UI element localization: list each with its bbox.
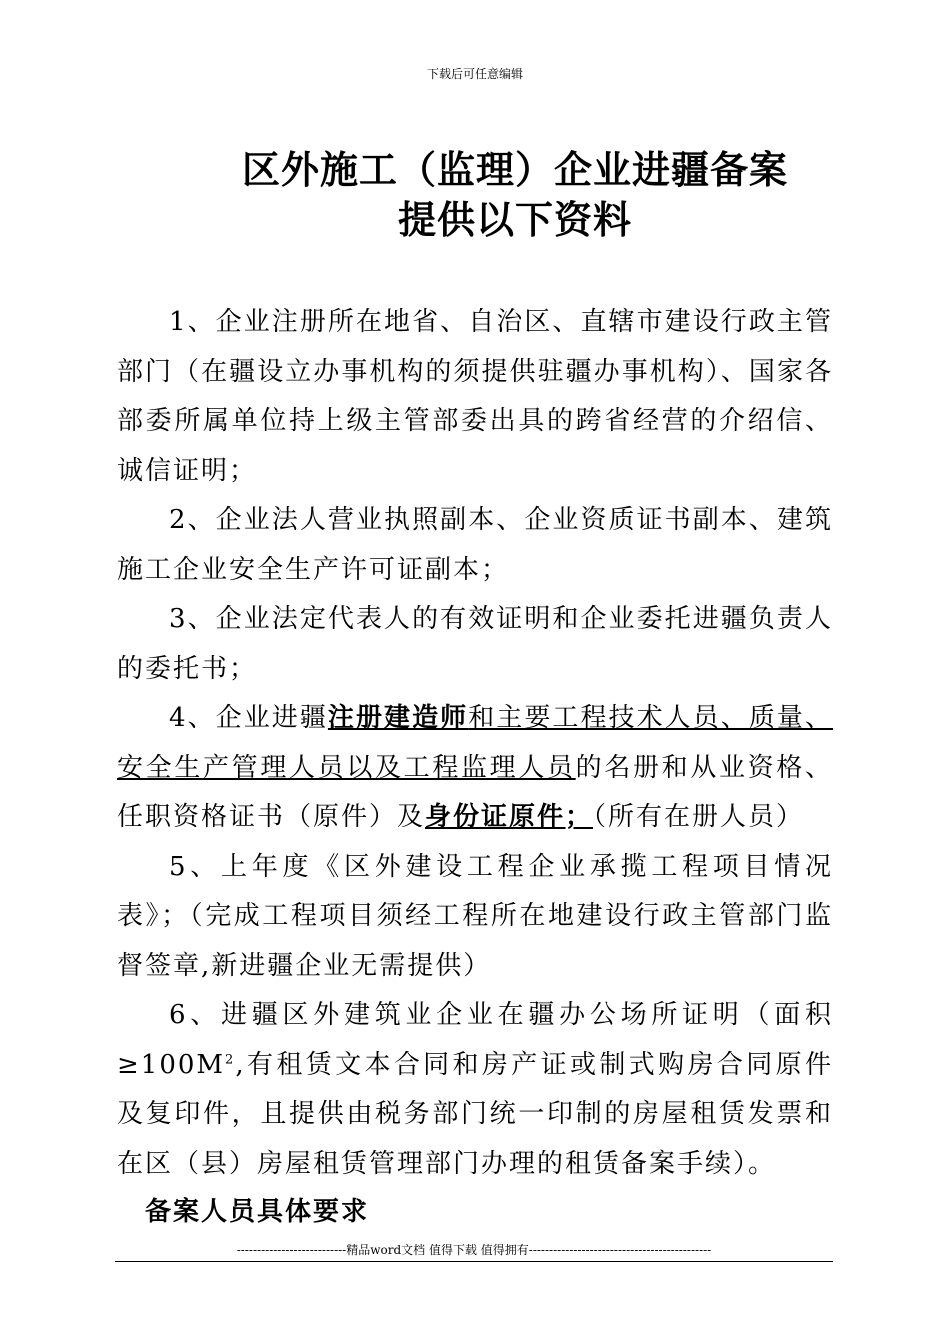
requirement-item-2: 2、企业法人营业执照副本、企业资质证书副本、建筑施工企业安全生产许可证副本； <box>117 505 833 585</box>
item-4-tail: （所有在册人员） <box>593 802 805 832</box>
item-6-lead: 6、进疆区外建筑业企业在疆办公场所证明（面积≥100M <box>117 1000 833 1080</box>
item-6-rest: ,有租赁文本合同和房产证或制式购房合同原件及复印件，且提供由税务部门统一印制的房屋租赁发票和在区（县）房屋租赁管理部门办理的租赁备案手续）。 <box>117 1049 833 1179</box>
item-6-superscript: 2 <box>225 1051 236 1067</box>
document-title-line-1: 区外施工（监理）企业进疆备案 <box>241 148 788 192</box>
item-4-id-highlight: 身份证原件； <box>425 802 594 832</box>
item-4-constructor-highlight: 注册建造师 <box>327 703 469 733</box>
footer-text: ---------------------------精品word文档 值得下载 值得拥有--------------------------------------------- <box>236 1243 712 1257</box>
requirement-item-5: 5、上年度《区外建设工程企业承揽工程项目情况表》；（完成工程项目须经工程所在地建设行政主管部门监督签章,新进疆企业无需提供） <box>117 851 833 981</box>
page-header-note: 下载后可任意编辑 <box>426 67 523 81</box>
requirement-item-1: 1、企业注册所在地省、自治区、直辖市建设行政主管部门（在疆设立办事机构的须提供驻疆办事机构）、国家各部委所属单位持上级主管部委出具的跨省经营的介绍信、诚信证明； <box>117 307 833 486</box>
requirement-item-3: 3、企业法定代表人的有效证明和企业委托进疆负责人的委托书； <box>117 604 833 684</box>
requirement-item-4 <box>117 694 833 843</box>
footer-divider <box>115 1261 833 1262</box>
document-title-line-2: 提供以下资料 <box>397 198 632 242</box>
item-4-staff-underlined: 和主要工程技术人员、质量、安全生产管理人员以及工程监理人员 <box>117 703 833 783</box>
item-4-lead: 4、企业进疆 <box>169 703 328 733</box>
requirements-list <box>117 298 833 1189</box>
item-4-middle: 的名册和从业资格、任职资格证书（原件）及 <box>117 752 833 832</box>
requirement-item-6 <box>117 991 833 1189</box>
section-heading: 备案人员具体要求 <box>145 1197 370 1227</box>
